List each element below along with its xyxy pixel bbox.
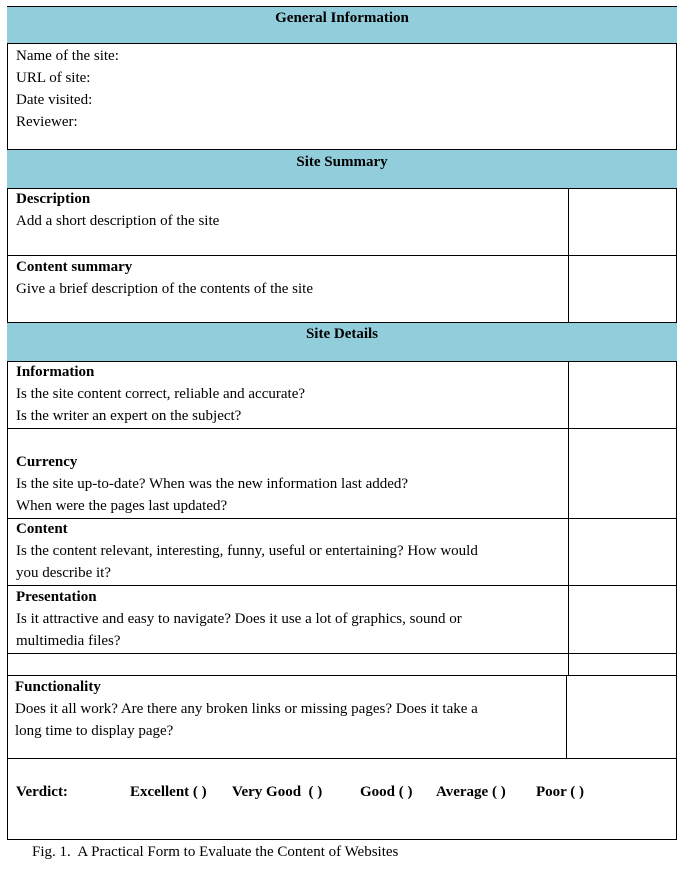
site-summary-header xyxy=(7,149,677,189)
rating-column-divider xyxy=(568,362,569,675)
functionality-row xyxy=(15,676,478,742)
currency-line: Is the site up-to-date? When was the new information last added? xyxy=(16,476,409,492)
currency-row xyxy=(16,451,408,517)
row-divider xyxy=(7,428,677,429)
functionality-line: Does it all work? Are there any broken links or missing pages? Does it take a xyxy=(15,701,478,717)
general-fields xyxy=(16,45,119,133)
field-date-visited: Date visited: xyxy=(16,92,93,108)
rating-column-divider xyxy=(568,189,569,322)
site-details-title: Site Details xyxy=(305,326,379,342)
general-information-title: General Information xyxy=(275,10,409,26)
description-row xyxy=(16,188,219,232)
description-title: Description xyxy=(16,191,91,207)
verdict-poor: Poor ( ) xyxy=(536,784,585,800)
presentation-title: Presentation xyxy=(16,589,97,605)
content-row xyxy=(16,518,478,584)
site-details-header xyxy=(7,322,677,362)
content-summary-title: Content summary xyxy=(16,259,133,275)
field-site-name: Name of the site: xyxy=(16,48,119,64)
general-information-header xyxy=(7,6,677,44)
field-reviewer: Reviewer: xyxy=(16,114,78,130)
verdict-very-good: Very Good ( ) xyxy=(232,784,323,800)
content-summary-text: Give a brief description of the contents of the site xyxy=(16,281,313,297)
functionality-line: long time to display page? xyxy=(15,723,174,739)
row-divider xyxy=(7,758,677,759)
information-title: Information xyxy=(16,364,95,380)
field-site-url: URL of site: xyxy=(16,70,91,86)
information-row xyxy=(16,361,305,427)
presentation-line: Is it attractive and easy to navigate? Does it use a lot of graphics, sound or xyxy=(16,611,462,627)
row-divider xyxy=(7,653,677,654)
verdict-good: Good ( ) xyxy=(360,784,413,800)
currency-line: When were the pages last updated? xyxy=(16,498,228,514)
functionality-title: Functionality xyxy=(15,679,101,695)
content-line: you describe it? xyxy=(16,565,111,581)
verdict-average: Average ( ) xyxy=(436,784,506,800)
currency-title: Currency xyxy=(16,454,78,470)
content-line: Is the content relevant, interesting, funny, useful or entertaining? How would xyxy=(16,543,478,559)
rating-column-divider xyxy=(566,676,567,758)
description-text: Add a short description of the site xyxy=(16,213,220,229)
information-line: Is the writer an expert on the subject? xyxy=(16,408,242,424)
content-title: Content xyxy=(16,521,68,537)
verdict-label: Verdict: xyxy=(16,784,68,800)
figure-caption: Fig. 1. A Practical Form to Evaluate the Content of Websites xyxy=(32,844,399,860)
content-summary-row xyxy=(16,256,313,300)
information-line: Is the site content correct, reliable and accurate? xyxy=(16,386,306,402)
presentation-line: multimedia files? xyxy=(16,633,121,649)
site-summary-title: Site Summary xyxy=(296,154,388,170)
presentation-row xyxy=(16,586,462,652)
verdict-excellent: Excellent ( ) xyxy=(130,784,207,800)
